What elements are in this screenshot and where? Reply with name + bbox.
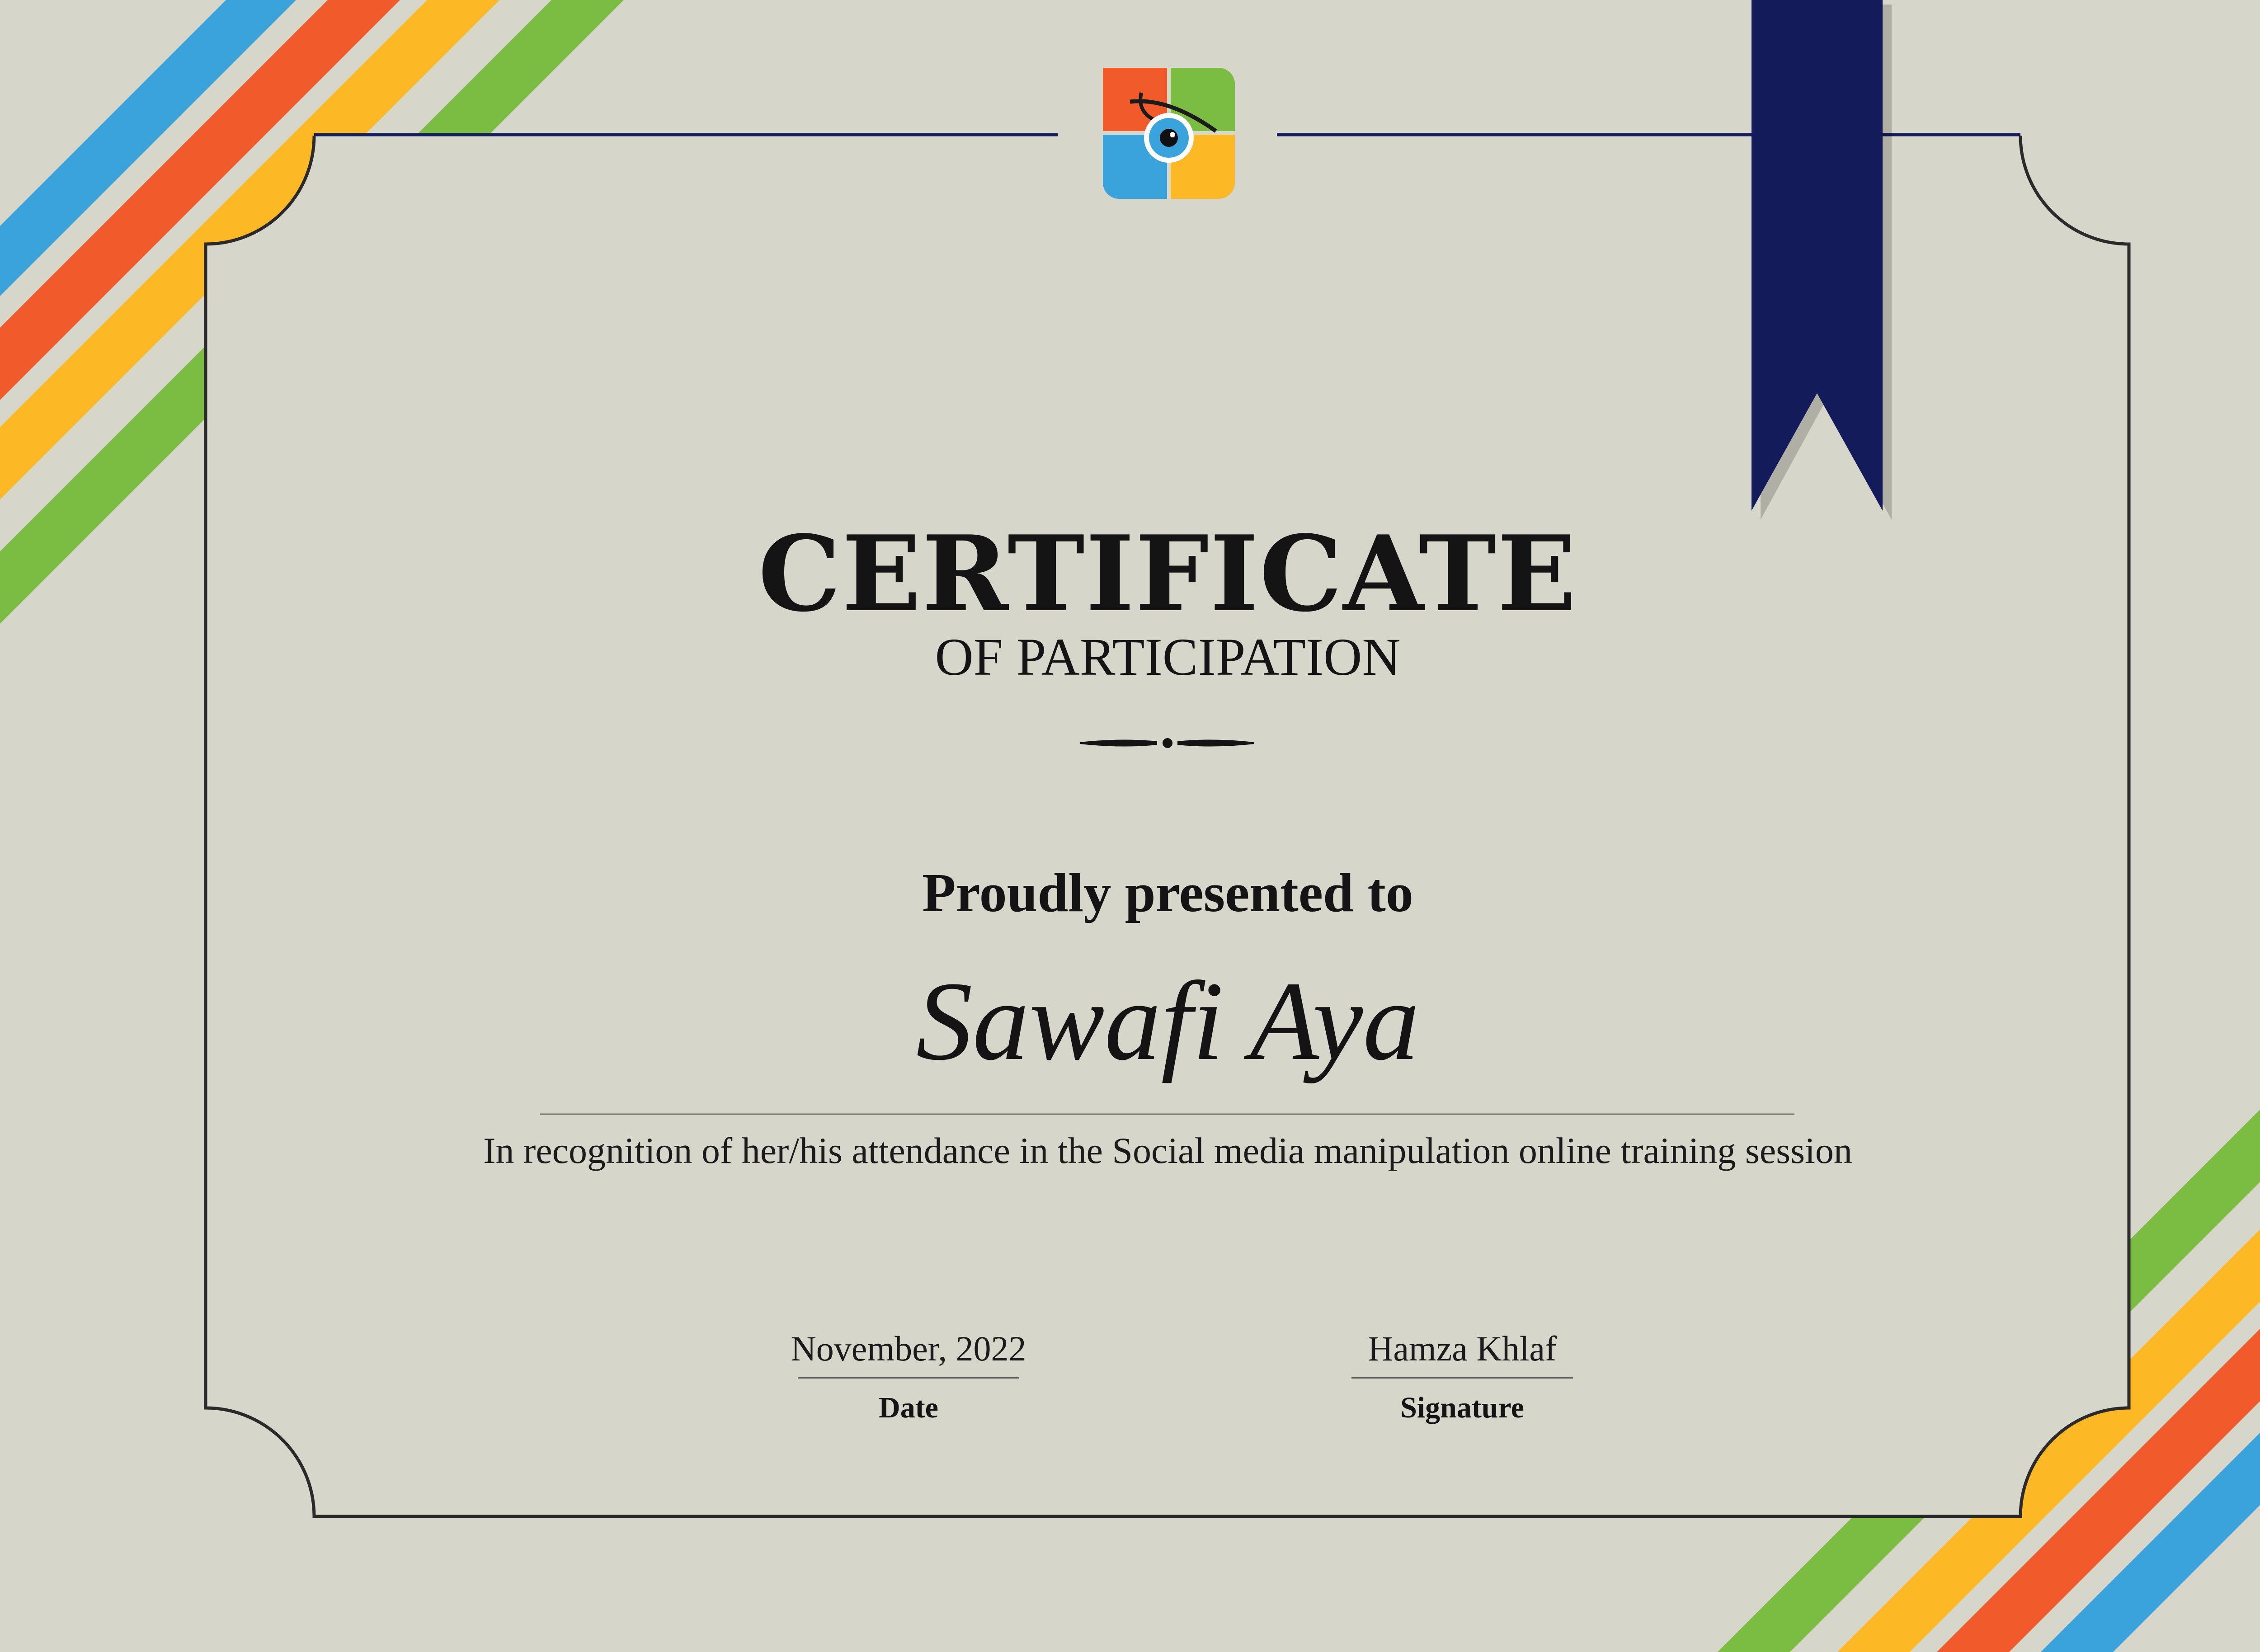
- signature-label: Signature: [1400, 1391, 1524, 1424]
- certificate-subtitle: OF PARTICIPATION: [935, 627, 1401, 687]
- recognition-text: In recognition of her/his attendance in the Social media manipulation online training session: [483, 1130, 1852, 1171]
- date-value: November, 2022: [791, 1329, 1026, 1368]
- certificate-title: CERTIFICATE: [758, 513, 1577, 635]
- recipient-name: Sawafi Aya: [916, 959, 1420, 1084]
- date-label: Date: [879, 1391, 938, 1424]
- date-line: [798, 1377, 1019, 1379]
- presented-to-label: Proudly presented to: [922, 862, 1413, 923]
- signature-block: [1322, 1331, 1602, 1423]
- date-block: [768, 1331, 1049, 1423]
- signature-line: [1351, 1377, 1573, 1379]
- signature-value: Hamza Khlaf: [1368, 1329, 1557, 1368]
